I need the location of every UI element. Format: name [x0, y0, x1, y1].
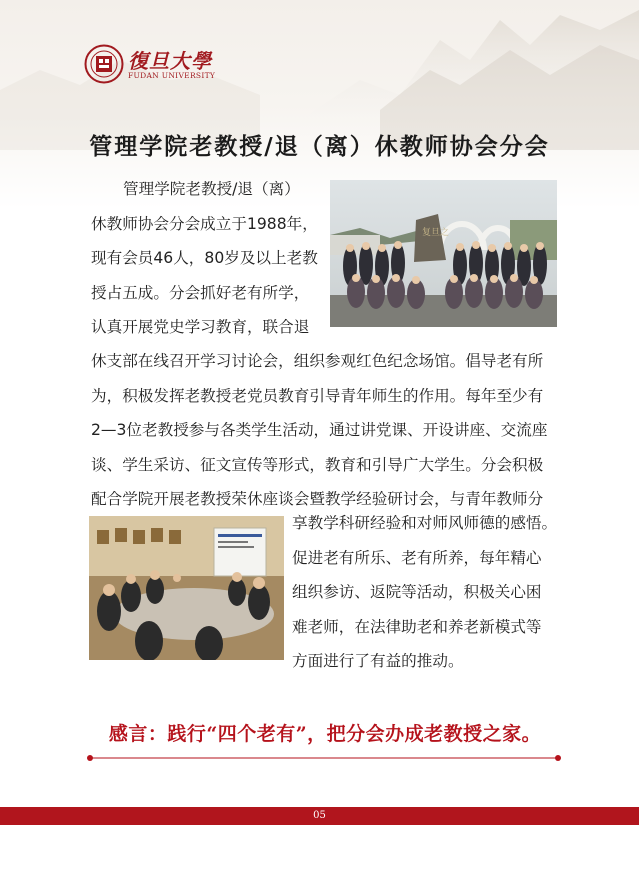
text-line: 促进老有所乐、老有所养，每年精心	[292, 548, 542, 567]
text-line: 休支部在线召开学习讨论会，组织参观红色纪念场馆。倡导老有所	[91, 352, 544, 370]
meeting-photo-indoor	[89, 516, 284, 660]
fudan-seal-icon	[84, 44, 124, 84]
page-number: 05	[313, 810, 326, 821]
text-line: 管理学院老教授/退（离）	[123, 180, 300, 198]
paragraph-1-wide	[91, 344, 561, 517]
text-line: 为，积极发挥老教授老党员教育引导青年师生的作用。每年至少有	[91, 386, 544, 405]
logo-english-name: FUDAN UNIVERSITY	[128, 71, 216, 80]
text-line: 认真开展党史学习教育，联合退	[91, 318, 310, 336]
stone-sign-text: 复旦之	[422, 228, 450, 238]
text-line: 2—3位老教授参与各类学生活动，通过讲党课、开设讲座、交流座	[91, 421, 548, 439]
text-line: 难老师，在法律助老和养老新模式等	[292, 617, 542, 636]
ornament-divider	[86, 752, 562, 764]
motto-banner: 感言：践行“四个老有”，把分会办成老教授之家。	[108, 723, 542, 745]
text-line: 享教学科研经验和对师风师德的感悟。	[292, 514, 558, 532]
text-line: 现有会员46人，80岁及以上老教	[91, 249, 318, 267]
fudan-logo	[84, 44, 214, 84]
paragraph-2	[292, 506, 572, 679]
text-line: 配合学院开展老教授荣休座谈会暨教学经验研讨会，与青年教师分	[91, 490, 544, 508]
group-photo-outdoor	[330, 180, 557, 327]
text-line: 组织参访、返院等活动，积极关心困	[292, 583, 542, 601]
logo-chinese-name: 復旦大學	[128, 49, 212, 73]
text-line: 方面进行了有益的推动。	[292, 652, 464, 670]
text-line: 谈、学生采访、征文宣传等形式，教育和引导广大学生。分会积极	[91, 455, 544, 474]
article-title: 管理学院老教授/退（离）休教师协会分会	[89, 133, 550, 160]
text-line: 休教师协会分会成立于1988年，	[91, 214, 318, 233]
text-line: 授占五成。分会抓好老有所学，	[91, 283, 310, 302]
paragraph-1-narrow	[91, 172, 327, 345]
